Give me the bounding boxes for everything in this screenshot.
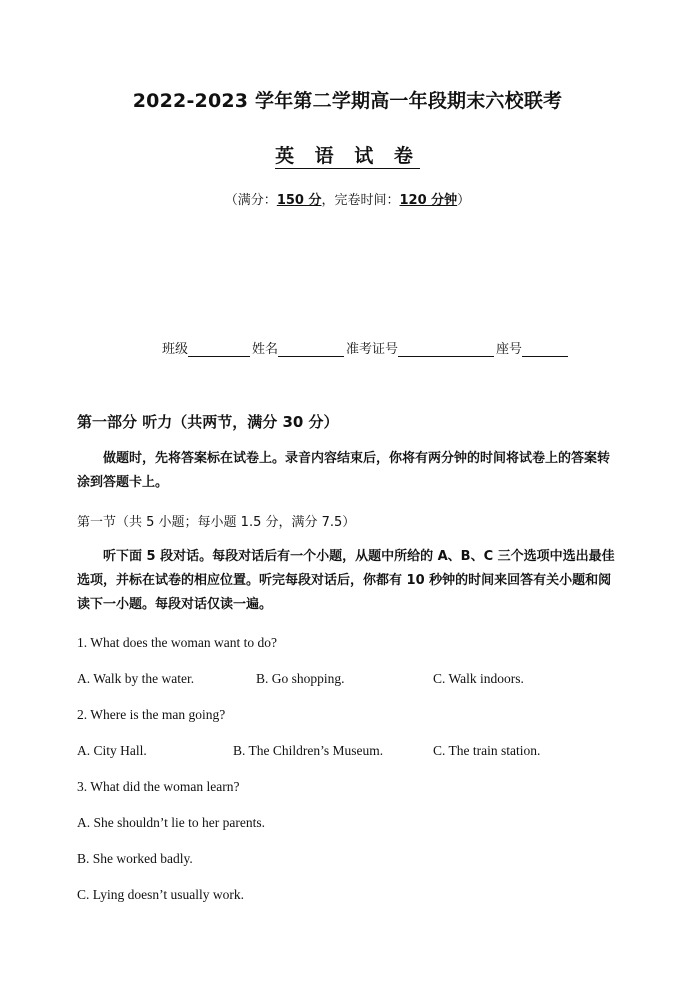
subject-title-text: 英 语 试 卷: [275, 145, 420, 167]
class-field[interactable]: [188, 342, 250, 357]
question-3-option-c[interactable]: C. Lying doesn’t usually work.: [77, 887, 244, 902]
score-value: 150 分: [276, 193, 322, 208]
question-1-stem: 1. What does the woman want to do?: [77, 635, 277, 650]
question-2-option-c[interactable]: C. The train station.: [433, 743, 541, 758]
question-3-option-b[interactable]: B. She worked badly.: [77, 851, 193, 866]
question-2-option-b[interactable]: B. The Children’s Museum.: [233, 743, 384, 758]
part1-instruction: 做题时，先将答案标在试卷上。录音内容结束后，你将有两分钟的时间将试卷上的答案转涂到答题卡上。: [77, 451, 611, 490]
subject-title: [0, 141, 695, 168]
score-time-line: [0, 189, 695, 208]
section1-heading: 第一节（共 5 小题；每小题 1.5 分，满分 7.5）: [77, 515, 356, 530]
score-prefix: （满分：: [224, 193, 277, 208]
question-2-option-a[interactable]: A. City Hall.: [77, 743, 147, 758]
exam-id-field[interactable]: [398, 342, 494, 357]
time-value: 120 分钟: [399, 193, 458, 208]
question-1-option-b[interactable]: B. Go shopping.: [256, 671, 345, 686]
question-3-stem: 3. What did the woman learn?: [77, 779, 240, 794]
exam-id-label: 准考证号: [346, 342, 399, 357]
name-field[interactable]: [278, 342, 344, 357]
seat-field[interactable]: [522, 342, 568, 357]
name-label: 姓名: [252, 342, 279, 357]
student-info-line: [162, 338, 570, 357]
exam-title: 2022-2023 学年第二学期高一年段期末六校联考: [132, 90, 563, 112]
question-2-stem: 2. Where is the man going?: [77, 707, 226, 722]
question-1-option-a[interactable]: A. Walk by the water.: [77, 671, 195, 686]
seat-label: 座号: [496, 342, 523, 357]
score-suffix: ）: [457, 193, 471, 208]
part1-heading: 第一部分 听力（共两节，满分 30 分）: [77, 413, 339, 431]
question-1-option-c[interactable]: C. Walk indoors.: [433, 671, 524, 686]
section1-instruction: 听下面 5 段对话。每段对话后有一个小题，从题中所给的 A、B、C 三个选项中选出最佳选项，并标在试卷的相应位置。听完每段对话后，你都有 10 秒钟的时间来回答有关小题和阅读下一小题。每段对话仅读一遍。: [77, 549, 615, 612]
class-label: 班级: [162, 342, 189, 357]
question-3-option-a[interactable]: A. She shouldn’t lie to her parents.: [77, 815, 265, 830]
score-mid: ，完卷时间：: [321, 193, 400, 208]
